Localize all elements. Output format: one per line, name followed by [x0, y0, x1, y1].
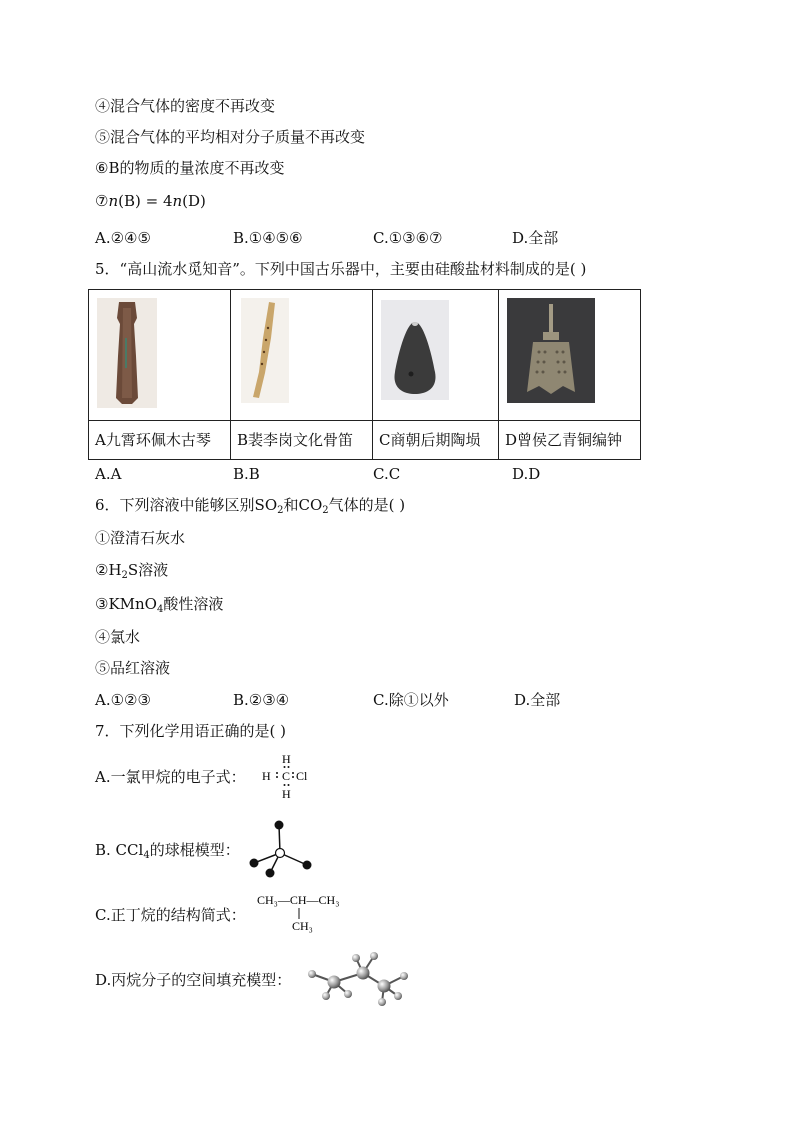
q5-caption-b: B裴李岗文化骨笛 — [231, 421, 373, 460]
guqin-image — [97, 298, 157, 408]
q6-and: 和 — [283, 496, 299, 514]
c-main-chain: CH₃—CH—CH₃ — [257, 893, 340, 907]
butane-structural-formula — [255, 890, 355, 934]
q5-caption-c: C商朝后期陶埙 — [373, 421, 499, 460]
q7-b-sub: 4 — [143, 850, 150, 861]
ef-h-left: H — [262, 769, 271, 783]
q4-statement-6: ⑥B的物质的量浓度不再改变 — [95, 159, 285, 177]
q4-statement-7 — [95, 191, 206, 211]
q4-s7-n1: n — [108, 192, 119, 210]
q5-option-b[interactable]: B.B — [233, 465, 260, 483]
ccl4-ball-stick-model — [245, 815, 320, 880]
q4-s7-n2: n — [172, 192, 183, 210]
q6-s3-post: 酸性溶液 — [163, 595, 224, 613]
q6-option-b[interactable]: B.②③④ — [233, 691, 290, 709]
q6-s3-pre: ③KMnO — [95, 595, 157, 613]
pottery-xun-image — [381, 300, 449, 400]
q5-image-cell-b — [231, 290, 373, 421]
q6-co2-sub: 2 — [322, 505, 329, 516]
q7-option-d[interactable]: D.丙烷分子的空间填充模型： — [95, 971, 292, 989]
q7-stem: 7．下列化学用语正确的是( ) — [95, 722, 287, 740]
propane-space-filling-model — [300, 946, 415, 1008]
q6-s2-post: S溶液 — [127, 561, 169, 579]
q6-option-d[interactable]: D.全部 — [514, 691, 561, 709]
q4-option-c[interactable]: C.①③⑥⑦ — [373, 229, 443, 247]
q6-stem-post: 气体的是( ) — [328, 496, 406, 514]
q6-solution-5: ⑤品红溶液 — [95, 659, 171, 677]
q4-option-b[interactable]: B.①④⑤⑥ — [233, 229, 303, 247]
q5-option-a[interactable]: A.A — [95, 465, 122, 483]
q5-caption-a: A九霄环佩木古琴 — [89, 421, 231, 460]
q5-image-cell-c — [373, 290, 499, 421]
q6-co2: CO — [298, 496, 323, 514]
q7-b-pre: B. CCl — [95, 841, 144, 859]
q6-s2-pre: ②H — [95, 561, 122, 579]
q6-so2-sub: 2 — [277, 505, 284, 516]
q4-s7-mid: (B) = 4 — [118, 192, 173, 210]
bronze-bell-image — [507, 298, 595, 403]
ef-h-bottom: H — [282, 787, 291, 801]
q5-stem: 5．“高山流水觅知音”。下列中国古乐器中，主要由硅酸盐材料制成的是( ) — [95, 260, 587, 278]
q5-caption-d: D曾侯乙青铜编钟 — [499, 421, 641, 460]
q5-option-d[interactable]: D.D — [512, 465, 541, 483]
q6-solution-4: ④氯水 — [95, 628, 141, 646]
q4-statement-4: ④混合气体的密度不再改变 — [95, 97, 276, 115]
bone-flute-image — [241, 298, 289, 403]
q6-stem — [95, 495, 405, 521]
q6-option-a[interactable]: A.①②③ — [95, 691, 151, 709]
c-branch: CH₃ — [292, 919, 313, 933]
q7-option-a[interactable]: A.一氯甲烷的电子式： — [95, 768, 246, 786]
ef-c: C — [282, 769, 291, 783]
q6-solution-3 — [95, 594, 223, 620]
q6-option-c[interactable]: C.除①以外 — [373, 691, 449, 709]
q7-option-c[interactable]: C.正丁烷的结构简式： — [95, 906, 246, 924]
q5-image-cell-a — [89, 290, 231, 421]
q6-solution-1: ①澄清石灰水 — [95, 529, 186, 547]
q4-statement-5: ⑤混合气体的平均相对分子质量不再改变 — [95, 128, 366, 146]
q6-solution-2 — [95, 560, 168, 586]
q5-instrument-table — [88, 289, 641, 460]
q6-so2: SO — [254, 496, 278, 514]
q5-option-c[interactable]: C.C — [373, 465, 401, 483]
q6-stem-pre: 6．下列溶液中能够区别 — [95, 496, 255, 514]
q5-image-cell-d — [499, 290, 641, 421]
q6-s3-sub: 4 — [156, 604, 164, 615]
q7-b-post: 的球棍模型： — [149, 841, 240, 859]
ef-h-top: H — [282, 752, 291, 766]
q6-s2-sub: 2 — [121, 570, 128, 581]
ef-cl: Cl — [296, 769, 308, 783]
chloromethane-electron-formula — [255, 752, 315, 804]
q4-s7-end: (D) — [182, 192, 206, 210]
q4-option-a[interactable]: A.②④⑤ — [95, 229, 151, 247]
q7-option-b[interactable] — [95, 840, 240, 866]
q4-s7-prefix: ⑦ — [95, 192, 109, 210]
q4-option-d[interactable]: D.全部 — [512, 229, 559, 247]
